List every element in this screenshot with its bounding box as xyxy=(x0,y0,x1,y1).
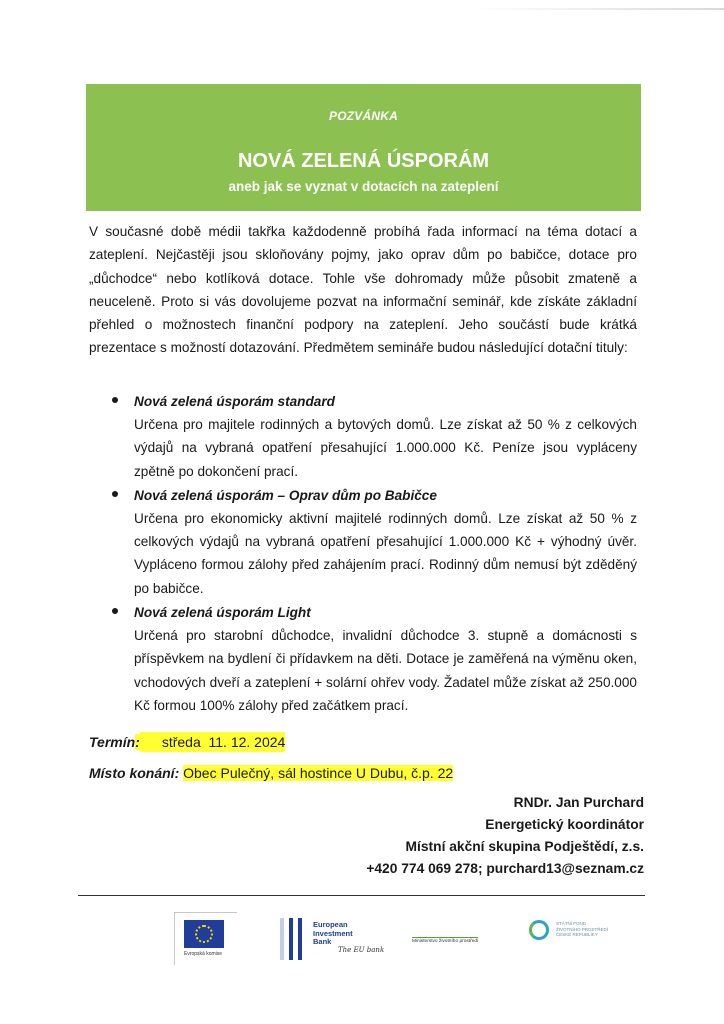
program-title: Nová zelená úsporám standard xyxy=(134,394,335,409)
place-label: Místo konání xyxy=(89,765,175,781)
program-title: Nová zelená úsporám – Oprav dům po Babičce xyxy=(134,487,437,503)
event-date xyxy=(140,732,286,752)
event-date-row xyxy=(89,732,285,752)
sfzp-line-3: ČESKÉ REPUBLIKY xyxy=(556,932,598,937)
bullet-icon xyxy=(112,608,118,614)
eib-logo-text xyxy=(313,921,353,947)
eu-stars-icon xyxy=(195,925,213,943)
place-colon: : xyxy=(174,765,184,781)
event-place-row xyxy=(89,763,453,783)
signature-role: Energetický koordinátor xyxy=(485,817,644,832)
header-banner xyxy=(86,84,641,211)
eu-flag-icon xyxy=(184,920,224,948)
top-edge-line xyxy=(474,8,724,10)
date-label: Termín xyxy=(89,734,136,750)
program-title: Nová zelená úsporám Light xyxy=(134,605,311,621)
sfzp-logo-text xyxy=(556,921,608,938)
eib-line-3: Bank xyxy=(313,937,332,946)
sfzp-line-2: ŽIVOTNÍHO PROSTŘEDÍ xyxy=(556,926,609,932)
list-item xyxy=(89,390,637,483)
program-description: Určena pro ekonomicky aktivní majitelé rodinných domů. Lze získat až 50 % z celkových výdajů na vybraná opatření přesahující 1.000.000 Kč + výhodný úvěr. Vypláceno formou zálohy před zahájením prací. Rodinný dům nemusí být zděděný po babičce. xyxy=(134,510,637,596)
program-description: Určena pro majitele rodinných a bytových domů. Lze získat až 50 % z celkových výdajů na vybraná opatření přesahující 1.000.000 Kč. Peníze jsou vypláceny zpětně po dokončení prací. xyxy=(134,417,637,479)
list-item xyxy=(89,601,637,717)
bullet-icon xyxy=(112,397,118,403)
event-place: Obec Pulečný, sál hostince U Dubu, č.p. 22 xyxy=(183,765,454,781)
footer-divider xyxy=(78,895,645,896)
intro-paragraph: V současné době médii takřka každodenně probíhá řada informací na téma dotací a zateplení. Nejčastěji jsou skloňovány pojmy, jako oprav dům po babičce, dotace pro „důchodce“ nebo kotlíková dotace. Tohle vše dohromady může působit zmateně a neuceleně. Proto si vás dovolujeme pozvat na informační seminář, kde získáte základní přehled o možnostech finanční podpory na zateplení. Jeho součástí bude krátká prezentace s možností dotazování. Předmětem semináře budou následující dotační tituly: xyxy=(89,224,637,356)
signature-name: RNDr. Jan Purchard xyxy=(513,795,644,810)
eib-line-2: Investment xyxy=(313,928,353,938)
sfzp-line-1: STÁTNÍ FOND xyxy=(556,921,586,926)
program-description: Určená pro starobní důchodce, invalidní důchodce 3. stupně a domácnosti s příspěvkem na bydlení či přídavkem na děti. Dotace je zaměřená na výměnu oken, vchodových dveří a zateplení + solární ohřev vody. Žadatel může získat až 250.000 Kč formou 100% zálohy před začátkem prací. xyxy=(134,628,637,713)
eu-caption: Evropská komise xyxy=(184,951,223,957)
page-title: NOVÁ ZELENÁ ÚSPORÁM xyxy=(237,150,490,172)
mzp-logo: Ministerstvo životního prostředí xyxy=(412,939,479,944)
program-list xyxy=(89,390,637,718)
signature-organization: Místní akční skupina Podještědí, z.s. xyxy=(405,839,644,854)
signature-contact: +420 774 069 278; purchard13@seznam.cz xyxy=(366,861,644,876)
list-item xyxy=(89,484,637,600)
date-colon: : xyxy=(135,734,140,750)
signature-block xyxy=(366,792,644,880)
sfzp-ring-icon xyxy=(529,920,549,940)
event-date-text: středa 11. 12. 2024 xyxy=(161,734,286,750)
bullet-icon xyxy=(112,491,118,497)
eib-slogan: The EU bank xyxy=(338,946,385,954)
eib-line-1: European xyxy=(313,920,348,929)
page-subtitle: aneb jak se vyznat v dotacích na zateplení xyxy=(228,179,499,194)
invitation-label: POZVÁNKA xyxy=(329,109,398,123)
